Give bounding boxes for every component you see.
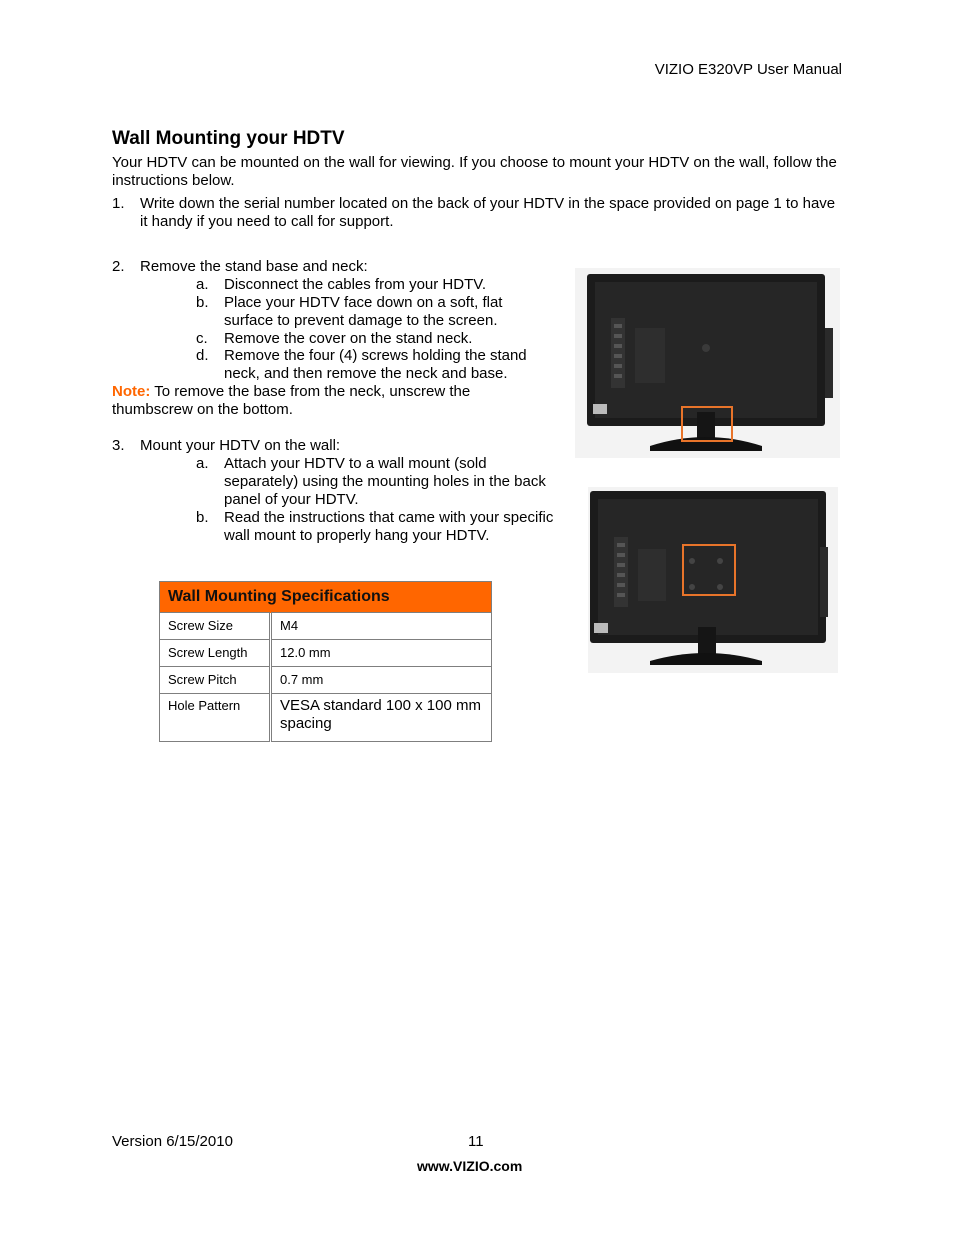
step-2d-text: Remove the four (4) screws holding the stand neck, and then remove the neck and base. bbox=[224, 347, 527, 382]
step-3-text: Mount your HDTV on the wall: bbox=[140, 437, 341, 454]
step-1-text: Write down the serial number located on the back of your HDTV in the space provided on page 1 to have it handy if you need to call for support. bbox=[140, 195, 836, 230]
spec-table-title: Wall Mounting Specifications bbox=[160, 582, 492, 613]
step-2b-text: Place your HDTV face down on a soft, flat surface to prevent damage to the screen. bbox=[224, 294, 503, 329]
table-row bbox=[160, 694, 492, 742]
step-2a-text: Disconnect the cables from your HDTV. bbox=[224, 276, 487, 293]
intro-paragraph: Your HDTV can be mounted on the wall for viewing. If you choose to mount your HDTV on the wall, follow the instructions below. bbox=[112, 154, 837, 189]
step-2-number: 2. bbox=[112, 258, 125, 275]
step-2-text: Remove the stand base and neck: bbox=[140, 258, 368, 275]
step-2b-letter: b. bbox=[196, 294, 209, 311]
step-2c-text: Remove the cover on the stand neck. bbox=[224, 330, 473, 347]
footer-page-number: 11 bbox=[468, 1133, 484, 1150]
spec-label: Hole Pattern bbox=[160, 694, 271, 742]
spec-label: Screw Length bbox=[160, 640, 271, 667]
note-paragraph bbox=[112, 383, 512, 419]
footer-website-link[interactable]: www.VIZIO.com bbox=[417, 1158, 523, 1174]
footer-version: Version 6/15/2010 bbox=[112, 1133, 233, 1150]
table-row bbox=[160, 667, 492, 694]
step-3b-letter: b. bbox=[196, 509, 209, 526]
manual-header-title: VIZIO E320VP User Manual bbox=[654, 61, 842, 78]
step-3-number: 3. bbox=[112, 437, 125, 454]
step-2d-letter: d. bbox=[196, 347, 209, 364]
table-row bbox=[160, 613, 492, 640]
spec-value: VESA standard 100 x 100 mm spacing bbox=[271, 694, 492, 742]
spec-label: Screw Size bbox=[160, 613, 271, 640]
step-2c-letter: c. bbox=[196, 330, 208, 347]
spec-value: M4 bbox=[271, 613, 492, 640]
wall-mounting-spec-table bbox=[159, 581, 492, 742]
tv-back-mounting-holes-image bbox=[588, 487, 838, 673]
step-1-number: 1. bbox=[112, 195, 125, 212]
section-title: Wall Mounting your HDTV bbox=[112, 128, 345, 149]
spec-label: Screw Pitch bbox=[160, 667, 271, 694]
table-row bbox=[160, 640, 492, 667]
step-3a-letter: a. bbox=[196, 455, 209, 472]
note-label: Note: bbox=[112, 383, 151, 400]
step-3a-text: Attach your HDTV to a wall mount (sold separately) using the mounting holes in the back panel of your HDTV. bbox=[224, 455, 546, 508]
step-2a-letter: a. bbox=[196, 276, 209, 293]
tv-back-with-stand-image bbox=[575, 268, 840, 458]
note-text: To remove the base from the neck, unscrew the thumbscrew on the bottom. bbox=[112, 383, 471, 418]
step-3b-text: Read the instructions that came with your specific wall mount to properly hang your HDTV. bbox=[224, 509, 554, 544]
spec-value: 0.7 mm bbox=[271, 667, 492, 694]
spec-value: 12.0 mm bbox=[271, 640, 492, 667]
